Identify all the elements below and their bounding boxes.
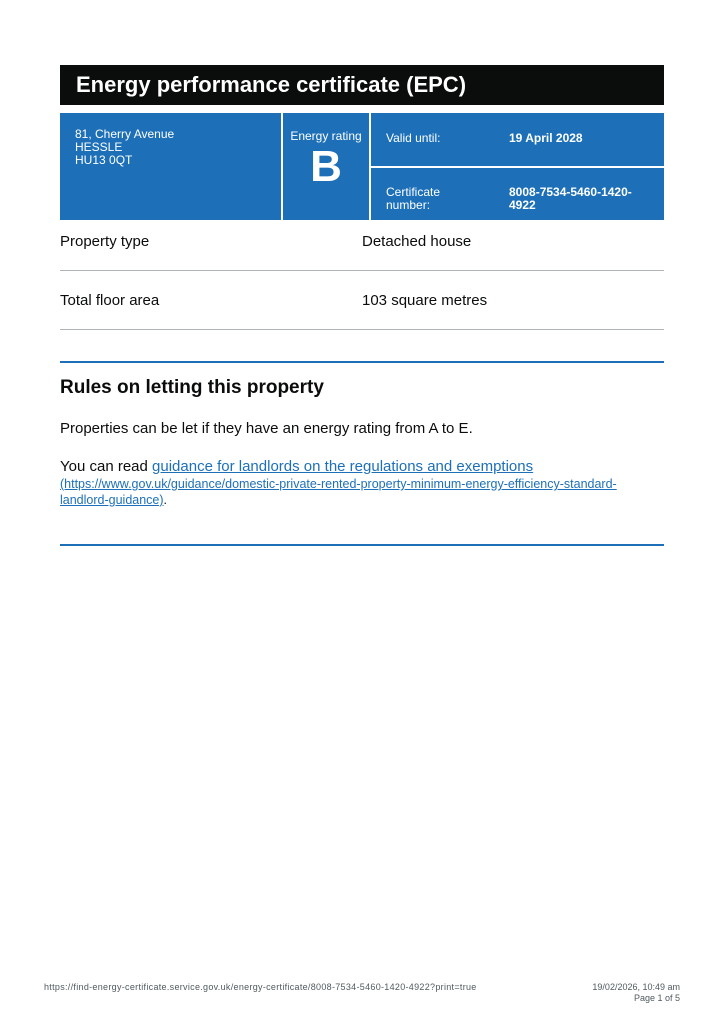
divider — [60, 270, 664, 271]
page-title: Energy performance certificate (EPC) — [60, 65, 664, 105]
certificate-number-label-line-1: Certificate — [386, 185, 441, 199]
guidance-link[interactable]: guidance for landlords on the regulations and exemptions — [152, 458, 534, 475]
letting-rules-paragraph: Properties can be let if they have an energy rating from A to E. — [60, 420, 473, 437]
floor-area-value: 103 square metres — [362, 292, 488, 309]
guidance-suffix: . — [163, 493, 168, 507]
guidance-link-url-line-1[interactable]: (https://www.gov.uk/guidance/domestic-private-rented-property-minimum-energy-efficiency-standard- — [60, 477, 617, 491]
valid-until-block — [371, 113, 664, 166]
address-line-2: HESSLE — [75, 140, 123, 154]
property-type-label: Property type — [60, 233, 150, 250]
energy-rating-value: B — [310, 142, 342, 191]
guidance-link-url-line-2[interactable]: landlord-guidance) — [60, 493, 164, 507]
footer-datetime: 19/02/2026, 10:49 am — [592, 982, 680, 992]
address-line-1: 81, Cherry Avenue — [75, 127, 175, 141]
valid-until-label: Valid until: — [386, 131, 441, 145]
address-line-3: HU13 0QT — [75, 153, 133, 167]
footer-page-number: Page 1 of 5 — [633, 993, 680, 1003]
certificate-number-value — [509, 186, 649, 212]
letting-rules-heading: Rules on letting this property — [60, 377, 324, 398]
guidance-prefix: You can read — [60, 458, 153, 475]
property-type-value: Detached house — [362, 233, 472, 250]
energy-rating-block — [283, 113, 369, 220]
energy-rating-label: Energy rating — [290, 129, 362, 143]
footer-url: https://find-energy-certificate.service.gov.uk/energy-certificate/8008-7534-5460-1420-4922?print=true — [44, 982, 477, 992]
certificate-summary — [60, 113, 664, 220]
guidance-paragraph — [60, 458, 664, 508]
valid-until-value: 19 April 2028 — [509, 131, 583, 145]
floor-area-label: Total floor area — [60, 292, 160, 309]
guidance-link-url[interactable] — [60, 476, 664, 508]
divider — [60, 329, 664, 330]
section-divider — [60, 544, 664, 546]
certificate-number-value-line-1: 8008-7534-5460-1420- — [509, 185, 632, 199]
certificate-number-label-line-2: number: — [386, 198, 431, 212]
footer-meta — [592, 982, 680, 1004]
certificate-number-label — [386, 186, 486, 212]
certificate-number-block — [371, 168, 664, 220]
certificate-number-value-line-2: 4922 — [509, 198, 536, 212]
address-block — [60, 113, 281, 220]
section-divider — [60, 361, 664, 363]
